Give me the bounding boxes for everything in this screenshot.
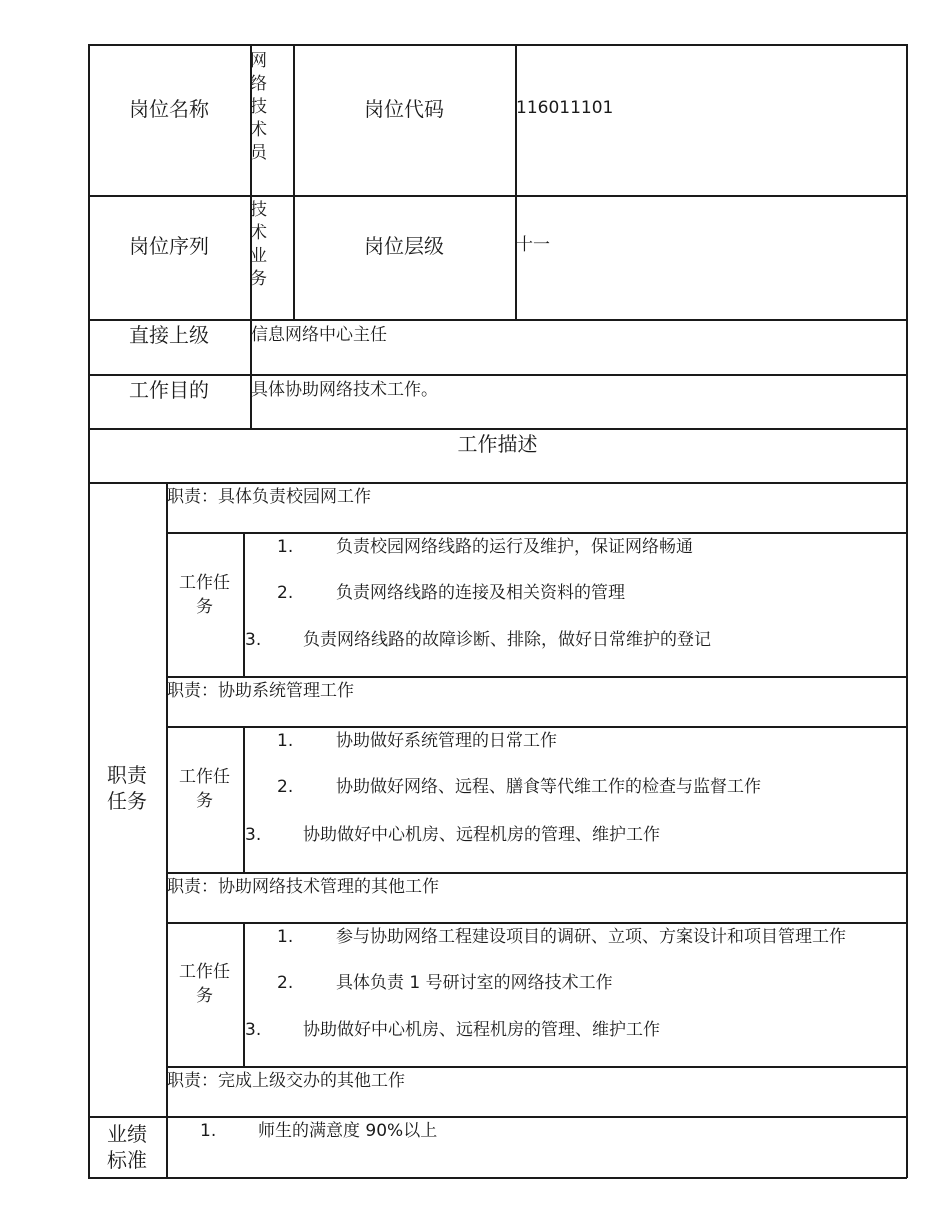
task-text: 协助做好中心机房、远程机房的管理、维护工作 — [303, 1020, 660, 1040]
post-level-label: 岗位层级 — [364, 234, 444, 258]
post-name-label: 岗位名称 — [129, 97, 209, 121]
post-series-value: 技术业务 — [250, 200, 267, 289]
col-divider — [243, 726, 245, 873]
col-divider — [293, 44, 295, 320]
row-divider — [88, 482, 907, 484]
task-label-line: 务 — [196, 597, 213, 617]
performance-label-line: 业绩 — [107, 1122, 147, 1146]
task-number: 1. — [277, 537, 294, 557]
post-level-value: 十一 — [516, 235, 550, 255]
task-text: 负责校园网络线路的运行及维护，保证网络畅通 — [336, 537, 693, 557]
performance-label-line: 标准 — [107, 1148, 147, 1172]
section-title: 工作描述 — [457, 432, 538, 456]
post-code-value: 116011101 — [516, 98, 614, 118]
supervisor-value: 信息网络中心主任 — [251, 325, 387, 345]
duty-title: 职责：具体负责校园网工作 — [167, 487, 371, 507]
task-label-line: 工作任 — [179, 962, 230, 982]
task-number: 2. — [277, 973, 294, 993]
task-text: 负责网络线路的连接及相关资料的管理 — [336, 583, 625, 603]
row-divider — [166, 922, 907, 924]
duty-title: 职责：协助系统管理工作 — [167, 681, 354, 701]
row-divider — [88, 428, 907, 430]
task-text: 参与协助网络工程建设项目的调研、立项、方案设计和项目管理工作 — [336, 927, 846, 947]
col-divider — [515, 44, 517, 320]
row-divider — [166, 532, 907, 534]
duties-label-line: 职责 — [107, 763, 147, 787]
purpose-label: 工作目的 — [129, 378, 209, 402]
task-label-line: 务 — [196, 791, 213, 811]
post-series-label: 岗位序列 — [129, 234, 209, 258]
duties-label-line: 任务 — [107, 789, 147, 813]
task-text: 具体负责 1 号研讨室的网络技术工作 — [336, 973, 613, 993]
post-name-value: 网络技术员 — [250, 51, 267, 163]
col-divider — [243, 922, 245, 1067]
task-text: 协助做好网络、远程、膳食等代维工作的检查与监督工作 — [336, 777, 761, 797]
row-divider — [166, 1066, 907, 1068]
task-number: 2. — [277, 583, 294, 603]
task-label — [166, 765, 243, 813]
task-number: 1. — [277, 731, 294, 751]
performance-label — [88, 1121, 166, 1173]
task-label — [166, 571, 243, 619]
table-border — [88, 44, 907, 46]
task-number: 3. — [245, 1020, 262, 1040]
performance-number: 1. — [200, 1121, 217, 1141]
row-divider — [166, 872, 907, 874]
col-divider — [243, 532, 245, 677]
task-label-line: 工作任 — [179, 573, 230, 593]
row-divider — [88, 374, 907, 376]
task-number: 2. — [277, 777, 294, 797]
task-label-line: 务 — [196, 986, 213, 1006]
performance-text: 师生的满意度 90%以上 — [258, 1121, 438, 1141]
row-divider — [88, 1116, 907, 1118]
task-number: 3. — [245, 630, 262, 650]
table-border — [88, 1177, 907, 1179]
post-code-label: 岗位代码 — [364, 97, 444, 121]
task-text: 协助做好中心机房、远程机房的管理、维护工作 — [303, 825, 660, 845]
row-divider — [88, 319, 907, 321]
purpose-value: 具体协助网络技术工作。 — [251, 380, 438, 400]
duty-title: 职责：完成上级交办的其他工作 — [167, 1071, 405, 1091]
row-divider — [166, 726, 907, 728]
task-number: 1. — [277, 927, 294, 947]
table-border — [906, 44, 908, 1178]
table-border — [88, 44, 90, 1178]
row-divider — [166, 676, 907, 678]
task-label-line: 工作任 — [179, 767, 230, 787]
row-divider — [88, 195, 907, 197]
task-number: 3. — [245, 825, 262, 845]
task-label — [166, 960, 243, 1008]
supervisor-label: 直接上级 — [129, 323, 209, 347]
duty-title: 职责：协助网络技术管理的其他工作 — [167, 877, 439, 897]
task-text: 负责网络线路的故障诊断、排除，做好日常维护的登记 — [303, 630, 711, 650]
duties-label — [88, 762, 166, 814]
task-text: 协助做好系统管理的日常工作 — [336, 731, 557, 751]
